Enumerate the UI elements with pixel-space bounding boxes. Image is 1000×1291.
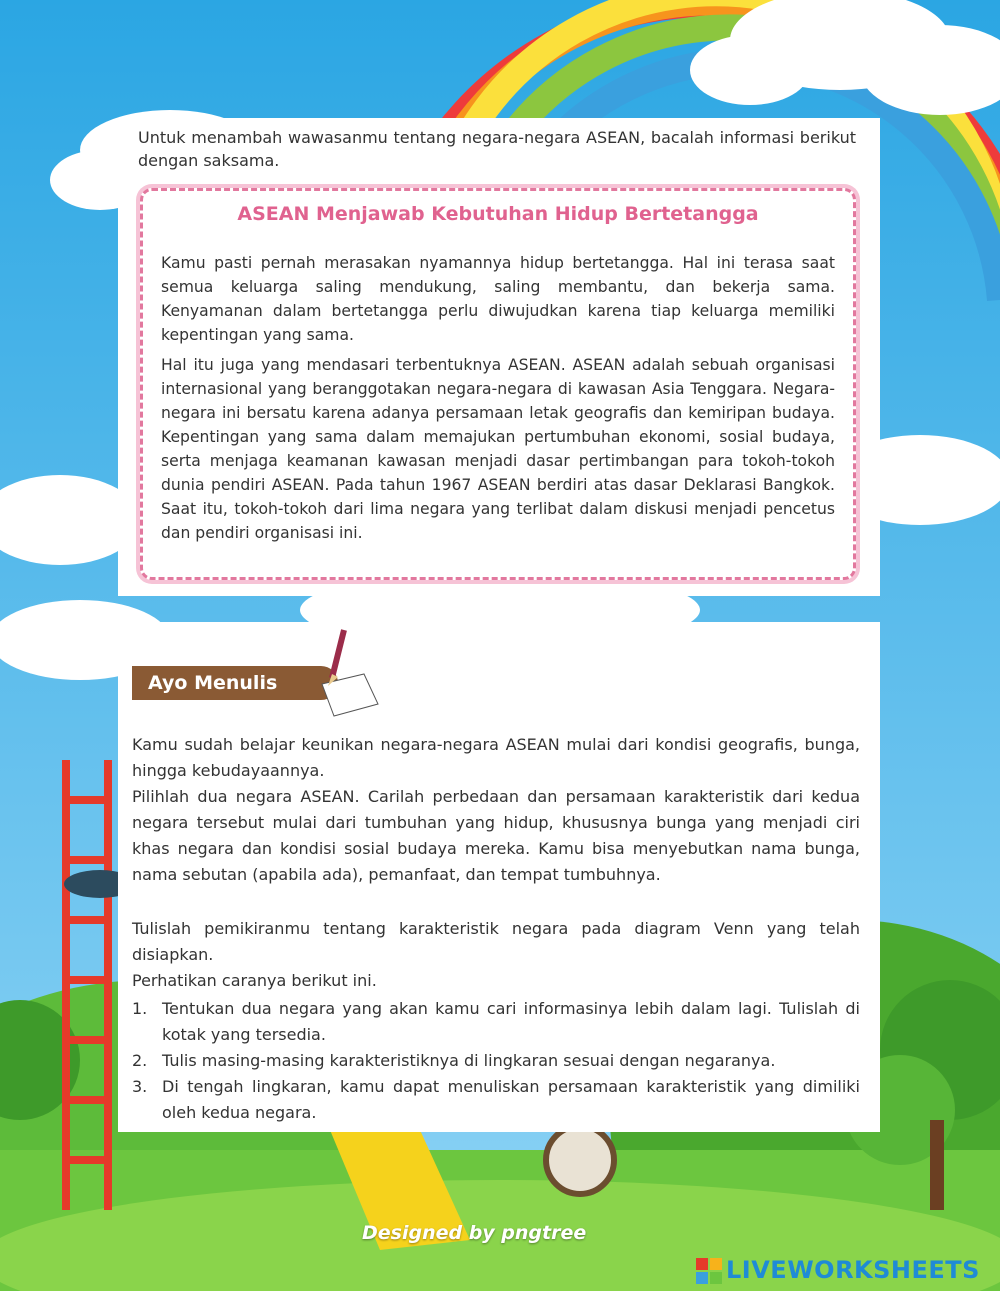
activity-panel: [118, 622, 880, 1132]
step-number: 1.: [132, 999, 148, 1018]
list-item: [132, 1048, 860, 1074]
info-box: [140, 188, 856, 580]
step-text: Tentukan dua negara yang akan kamu cari informasinya lebih dalam lagi. Tulislah di kotak yang tersedia.: [162, 999, 860, 1044]
list-item: [132, 1074, 860, 1126]
list-item: [132, 996, 860, 1048]
section-label: Ayo Menulis: [132, 666, 338, 700]
intro-text: Untuk menambah wawasanmu tentang negara-negara ASEAN, bacalah informasi berikut dengan saksama.: [138, 128, 856, 170]
activity-paragraph: Pilihlah dua negara ASEAN. Carilah perbedaan dan persamaan karakteristik dari kedua negara tersebut mulai dari tumbuhan yang hidup, khususnya bunga yang menjadi ciri khas negara dan kondisi sosial budaya mereka. Kamu bisa menyebutkan nama bunga, nama sebutan (apabila ada), pemanfaat, dan tempat tumbuhnya.: [132, 787, 860, 884]
step-text: Tulis masing-masing karakteristiknya di lingkaran sesuai dengan negaranya.: [162, 1051, 776, 1070]
drum-icon: [546, 1126, 614, 1194]
activity-paragraph: Tulislah pemikiranmu tentang karakteristik negara pada diagram Venn yang telah disiapkan.: [132, 919, 860, 964]
info-paragraph: Kamu pasti pernah merasakan nyamannya hidup bertetangga. Hal ini terasa saat semua keluarga saling mendukung, saling membantu, dan bekerja sama. Kenyamanan dalam bertetangga perlu diwujudkan karena tiap keluarga memiliki kepentingan yang sama.: [161, 254, 835, 344]
info-box-title: ASEAN Menjawab Kebutuhan Hidup Bertetangga: [237, 203, 759, 225]
liveworksheets-logo-icon: [696, 1258, 722, 1284]
step-number: 3.: [132, 1077, 148, 1096]
steps-list: [132, 996, 860, 1126]
watermark: Designed by pngtree: [362, 1222, 587, 1244]
step-text: Di tengah lingkaran, kamu dapat menuliskan persamaan karakteristik yang dimiliki oleh kedua negara.: [162, 1077, 860, 1122]
info-paragraph: Hal itu juga yang mendasari terbentuknya ASEAN. ASEAN adalah sebuah organisasi internasional yang beranggotakan negara-negara di kawasan Asia Tenggara. Negara-negara ini bersatu karena adanya persamaan letak geografis dan kemiripan budaya. Kepentingan yang sama dalam memajukan pertumbuhan ekonomi, sosial budaya, serta menjaga keamanan kawasan menjadi dasar pertimbangan para tokoh-tokoh dunia pendiri ASEAN. Pada tahun 1967 ASEAN berdiri atas dasar Deklarasi Bangkok. Saat itu, tokoh-tokoh dari lima negara yang terlibat dalam diskusi menjadi pencetus dan pendiri organisasi ini.: [161, 356, 835, 542]
activity-paragraph: Kamu sudah belajar keunikan negara-negara ASEAN mulai dari kondisi geografis, bunga, hingga kebudayaannya.: [132, 735, 860, 780]
brand-name[interactable]: LIVEWORKSHEETS: [726, 1256, 980, 1284]
pencil-paper-icon: [314, 624, 384, 720]
activity-paragraph: Perhatikan caranya berikut ini.: [132, 971, 377, 990]
reading-panel: [118, 118, 880, 596]
step-number: 2.: [132, 1051, 148, 1070]
